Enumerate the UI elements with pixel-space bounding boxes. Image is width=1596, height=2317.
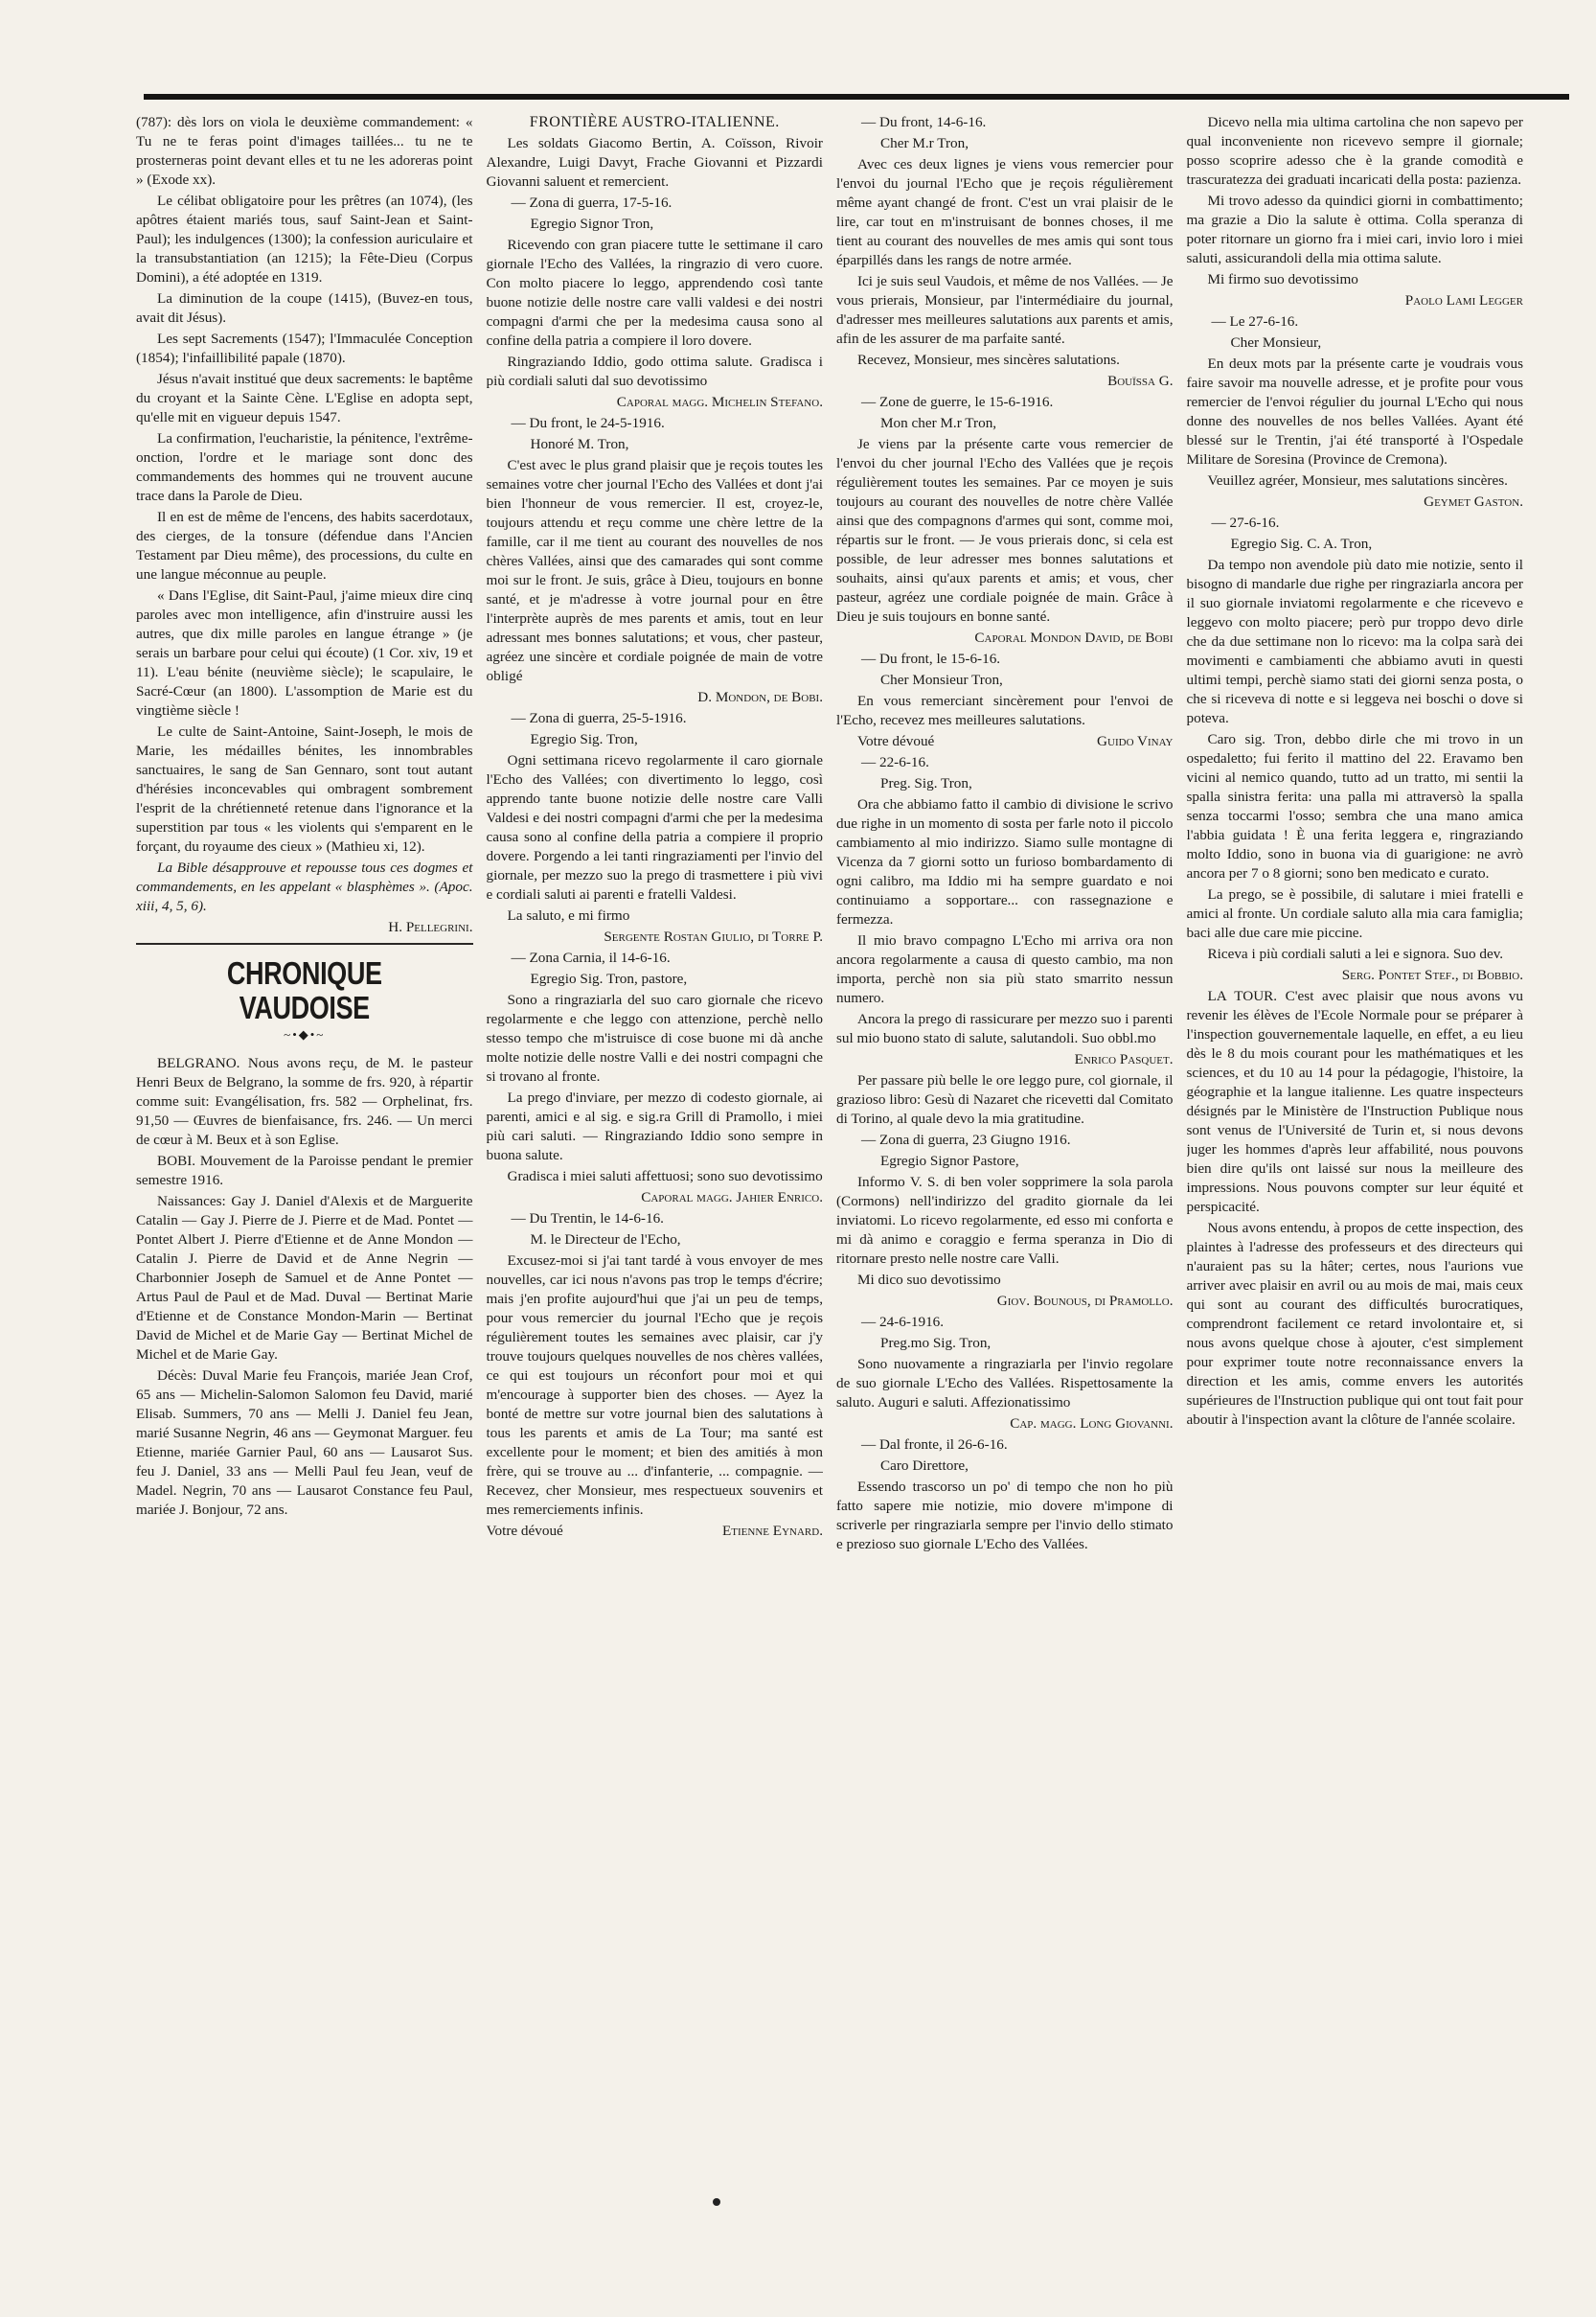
signature: Serg. Pontet Stef., di Bobbio. xyxy=(1341,967,1523,983)
letter-dateline: — 27-6-16. xyxy=(1211,515,1280,531)
letter-dateline: — 22-6-16. xyxy=(861,754,929,770)
paragraph: Ogni settimana ricevo regolarmente il caro giornale l'Echo des Vallées; con divertimento lo leggo, così apprendo tante buone notizie delle nostre care Valli Valdesi e dei nostri compagni d'armi che per la medesima causa sono al confine della patria a compiere il proprio dovere. Porgendo a lei tanti ringraziamenti per l'invio del giornale, per mezzo suo la prego di trasmettere i più vivi e cordiali saluti ai parenti e fratelli Valdesi. xyxy=(486,752,823,903)
paragraph: En deux mots par la présente carte je voudrais vous faire savoir ma nouvelle adresse, et je profite pour vous remercier de l'envoi régulier du journal L'Echo qui nous donne des nouvelles de nos belles Vallées. Ayant été blessé sur le Trentin, j'ai été transporté à l'Ospedale Militare de Soresina (Province de Cremona). xyxy=(1186,356,1523,468)
top-rule xyxy=(144,94,1569,100)
letter-closing xyxy=(836,732,1174,751)
paragraph: BOBI. Mouvement de la Paroisse pendant le premier semestre 1916. xyxy=(136,1153,473,1188)
paragraph: Décès: Duval Marie feu François, mariée Jean Crof, 65 ans — Michelin-Salomon Salomon feu David, marié Elisab. Summers, 70 ans — Melli J. Daniel feu Jean, marié Susanne Negrin, 46 ans — Geymonat Marguer. feu Etienne, mariée Garnier Paul, 60 ans — Lausarot Sus. feu J. Daniel, 33 ans — Melli Paul feu Jean, veuf de Madel. Negrin, 70 ans — Lausarot Constance feu Paul, mariée J. Bonjour, 72 ans. xyxy=(136,1367,473,1518)
paragraph: Il mio bravo compagno L'Echo mi arriva ora non ancora regolarmente a causa di questo cambio, ma non importa, perchè non sia più stato smarrito nessun numero. xyxy=(836,932,1174,1006)
letter-dateline: — Zona di guerra, 25-5-1916. xyxy=(511,710,687,726)
paragraph: Mi trovo adesso da quindici giorni in combattimento; ma grazie a Dio la salute è ottima. Colla speranza di poter ritornare un giorno fra i miei cari, invio loro i miei saluti, assicurandoli della mia ottima salute. xyxy=(1186,193,1523,266)
closing-phrase: Votre dévoué xyxy=(486,1523,563,1539)
paragraph: La prego d'inviare, per mezzo di codesto giornale, ai parenti, amici e al sig. e sig.ra Grill di Pramollo, i miei più cari saluti. — Ringraziando Iddio sono sempre in buona salute. xyxy=(486,1090,823,1163)
letter-salutation: Egregio Signor Pastore, xyxy=(880,1153,1019,1169)
section-heading: FRONTIÈRE AUSTRO-ITALIENNE. xyxy=(529,114,780,130)
paragraph: C'est avec le plus grand plaisir que je reçois toutes les semaines votre cher journal l'Echo des Vallées et dont j'ai bien l'honneur de vous remercier. Il est, croyez-le, toujours attendu et reçu comme une chère lettre de la famille, car il me tient au courant des nouvelles de nos chères Vallées, ainsi que des camarades qui sont comme moi sur le front. Je suis, grâce à Dieu, toujours en bonne santé, et je m'adresse à votre journal pour en être l'interprète auprès de mes parents et amis, tout en leur adressant mes bonnes salutations; et vous, cher pasteur, agréez une sincère et cordiale poignée de main de votre obligé xyxy=(486,457,823,684)
paragraph: Excusez-moi si j'ai tant tardé à vous envoyer de mes nouvelles, car ici nous n'avons pas trop le temps d'écrire; mais j'en profite aujourd'hui que j'ai un peu de temps, pour vous remercier du journal l'Echo que je reçois régulièrement toutes les semaines avec plaisir, car j'y trouve toujours quelques nouvelles de nos chères vallées, ce qui est toujours un réconfort pour moi et qui m'encourage à supporter bien des choses. — Ayez la bonté de mettre sur votre journal bien des salutations à tous les parents et amis de La Tour; ma santé est excellente pour le moment; et bien des amitiés à mon frère, qui se trouve au ... d'infanterie, ... compagnie. — Recevez, cher Monsieur, mes respectueux souvenirs et mes remerciements infinis. xyxy=(486,1252,823,1518)
letter-dateline: — Zona Carnia, il 14-6-16. xyxy=(511,950,671,966)
letter-salutation: Preg.mo Sig. Tron, xyxy=(880,1335,992,1351)
letter-salutation: Preg. Sig. Tron, xyxy=(880,775,972,791)
letter-dateline: — Dal fronte, il 26-6-16. xyxy=(861,1436,1008,1453)
letter-salutation: Cher Monsieur Tron, xyxy=(880,672,1003,688)
letter-salutation: Egregio Signor Tron, xyxy=(530,216,654,232)
signature: Sergente Rostan Giulio, di Torre P. xyxy=(604,929,823,945)
paragraph: Essendo trascorso un po' di tempo che non ho più fatto sapere mie notizie, mio dovere m'impone di scriverle per ringraziarla sempre per l'invio dello stimato e prezioso suo giornale L'Echo des Vallées. xyxy=(836,1479,1174,1552)
paragraph: Caro sig. Tron, debbo dirle che mi trovo in un ospedaletto; fui ferito il mattino del 22. Eravamo ben vicini al nemico quando, tutto ad un tratto, mi sentii la spalla sinistra ferita: una palla mi attraversò la spalla senza toccarmi l'osso; sembra che una mano amica l'abbia guidata ! È una ferita leggera e, ringraziando molto Iddio, sono in buona via di guarigione: ne avrò ancora per 7 o 8 giorni; sono ben medicato e curato. xyxy=(1186,731,1523,882)
paragraph: Naissances: Gay J. Daniel d'Alexis et de Marguerite Catalin — Gay J. Pierre de J. Pierre et de Mad. Pontet — Pontet Albert J. Pierre d'Etienne et de Anne Mondon — Catalin J. Pierre de David et de Anne Negrin — Charbonnier Joseph de Samuel et de Anne Pontet — Artus Paul de Paul et de Mad. Duval — Bertinat Marie d'Etienne et de Constance Mondon-Marin — Bertinat David de Michel et de Marie Gay — Bertinat Michel de Michel et de Marie Gay. xyxy=(136,1193,473,1363)
letter-salutation: Egregio Sig. C. A. Tron, xyxy=(1230,536,1373,552)
paragraph: La confirmation, l'eucharistie, la pénitence, l'extrême-onction, l'ordre et le mariage sont donc des commandements des hommes qui ne trouvent aucune trace dans la Parole de Dieu. xyxy=(136,430,473,504)
letter-closing xyxy=(487,1522,824,1541)
letter-dateline: — 24-6-1916. xyxy=(861,1314,945,1330)
paragraph: Ringraziando Iddio, godo ottima salute. Gradisca i più cordiali saluti dal suo devotissimo xyxy=(486,354,823,389)
signature: H. Pellegrini. xyxy=(388,919,473,935)
paragraph: Avec ces deux lignes je viens vous remercier pour l'envoi du journal l'Echo que je reçois régulièrement même ayant changé de front. C'est un vrai plaisir de le lire, car tout en m'instruisant de bonnes choses, il me tient au courant des nouvelles de mes amis qui sont tous éparpillés dans les rangs de notre armée. xyxy=(836,156,1174,268)
column-4 xyxy=(1187,113,1524,2298)
signature: Etienne Eynard. xyxy=(722,1523,823,1539)
paragraph: Informo V. S. di ben voler sopprimere la sola parola (Cormons) nell'indirizzo del gradito giornale da lei inviatomi. Lo ricevo regolarmente, ed esso mi conforta e mi dà animo e coraggio e ferma speranza in Dio di ritornare presto nelle nostre care Valli. xyxy=(836,1174,1174,1267)
letter-dateline: — Du front, le 24-5-1916. xyxy=(511,415,665,431)
paragraph: Jésus n'avait institué que deux sacrements: le baptême du croyant et la Sainte Cène. L'Eglise en adopta sept, qu'elle mit en vigueur depuis 1547. xyxy=(136,371,473,425)
paragraph: Les soldats Giacomo Bertin, A. Coïsson, Rivoir Alexandre, Luigi Davyt, Frache Giovanni et Pizzardi Giovanni saluent et remercient. xyxy=(486,135,823,190)
paragraph: Sono nuovamente a ringraziarla per l'invio regolare de suo giornale L'Echo des Vallées. Rispettosamente la saluto. Auguri e saluti. Affezionatissimo xyxy=(836,1356,1174,1411)
paragraph: Sono a ringraziarla del suo caro giornale che ricevo regolarmente e che leggo con attenzione, perchè nello stesso tempo che m'istruisce di cose buone mi dà anche molte notizie delle nostre Valli e dei nostri compagni che si trovano al fronte. xyxy=(486,992,823,1085)
paragraph: Ricevendo con gran piacere tutte le settimane il caro giornale l'Echo des Vallées, la ringrazio di vero cuore. Con molto piacere lo leggo, apprendendo così tante buone notizie delle nostre care valli valdesi e dei nostri compagni d'armi che per la medesima causa sono al confine della patria a compiere il loro dovere. xyxy=(486,237,823,349)
paragraph: Nous avons entendu, à propos de cette inspection, des plaintes à l'adresse des professeurs et des directeurs qui n'auraient pas su la hâter; certes, nous l'aurions vue arriver avec plaisir en avril ou au mois de mai, mais ceux qui sont au courant des difficultés burocratiques, comprendront facilement ce retard involontaire et, si nous avons quelque chose à ajouter, c'est simplement pour exprimer toute notre reconnaissance envers la direction et les amis, comme envers les autorités supérieures de l'Instruction publique qui ont tout fait pour aboutir à l'inspection avant la clôture de l'année scolaire. xyxy=(1186,1220,1523,1428)
letter-dateline: — Zona di guerra, 23 Giugno 1916. xyxy=(861,1132,1071,1148)
paragraph: Per passare più belle le ore leggo pure, col giornale, il grazioso libro: Gesù di Nazaret che ricevetti dal Comitato di Torino, al quale devo la mia gratitudine. xyxy=(836,1072,1174,1127)
signature: Giov. Bounous, di Pramollo. xyxy=(996,1293,1174,1309)
signature: Paolo Lami Legger xyxy=(1404,292,1523,309)
paragraph: Le célibat obligatoire pour les prêtres (an 1074), (les apôtres étaient mariés tous, sauf Saint-Jean et Saint-Paul); les indulgences (1300); la confession auriculaire et la transubstantiation (an 1215); la Fête-Dieu (Corpus Domini), a été adoptée en 1319. xyxy=(136,193,473,286)
paragraph: Je viens par la présente carte vous remercier de l'envoi du cher journal l'Echo des Vallées que je reçois régulièrement toutes les semaines. Par ce moyen je suis toujours au courant des nouvelles de notre chère Vallée ainsi que des compagnons d'armes qui sont, comme moi, répartis sur le front. — Je vous prierais donc, si cela est possible, de leur adresser mes bonnes salutations et souhaits, ainsi qu'aux parents et amis; et vous, cher pasteur, agréez une cordiale poignée de main. Grâce à Dieu je suis toujours en bonne santé. xyxy=(836,436,1174,625)
paragraph: La prego, se è possibile, di salutare i miei fratelli e amici al fronte. Un cordiale saluto alla mia cara famiglia; baci alle due care mie piccine. xyxy=(1186,886,1523,941)
letter-dateline: — Le 27-6-16. xyxy=(1211,313,1299,330)
paragraph: La Bible désapprouve et repousse tous ces dogmes et commandements, en les appelant « blasphèmes ». (Apoc. xiii, 4, 5, 6). xyxy=(136,860,473,914)
paragraph: Da tempo non avendole più dato mie notizie, sento il bisogno di mandarle due righe per ringraziarla ancora per il suo giornale inviatomi regolarmente e che ricevevo e leggevo con molto piacere; però pur troppo devo dirle che da due settimane non lo ricevo: ma la colpa sarà dei movimenti e cambiamenti che abbiamo avuti in questi ultimi tempi, perchè siamo stati dei giorni senza posta, o che si riceveva di notte e si leggeva nei boschi o dove si poteva. xyxy=(1186,557,1523,726)
closing-phrase: Votre dévoué xyxy=(857,733,935,749)
signature: D. Mondon, de Bobi. xyxy=(697,689,823,705)
paragraph: La diminution de la coupe (1415), (Buvez-en tous, avait dit Jésus). xyxy=(136,290,473,326)
paragraph: La saluto, e mi firmo xyxy=(507,907,630,924)
column-2 xyxy=(487,113,824,2298)
signature: Geymet Gaston. xyxy=(1424,493,1523,510)
paragraph: Les sept Sacrements (1547); l'Immaculée Conception (1854); l'infaillibilité papale (1870). xyxy=(136,331,473,366)
paragraph: Dicevo nella mia ultima cartolina che non sapevo per qual inconveniente non ricevevo sempre il giornale; posso scoprire adesso che è la grande comodità e trascuratezza dei graduati incaricati della posta: pazienza. xyxy=(1186,114,1523,188)
letter-dateline: — Zona di guerra, 17-5-16. xyxy=(511,195,673,211)
paragraph: Il en est de même de l'encens, des habits sacerdotaux, des cierges, de la tonsure (défendue dans l'Ancien Testament par Dieu même), des processions, du culte en une langue méconnue au peuple. xyxy=(136,509,473,583)
letter-salutation: Cher M.r Tron, xyxy=(880,135,969,151)
paragraph: (787): dès lors on viola le deuxième commandement: « Tu ne te feras point d'images taillées... tu ne te prosterneras point devant elles et tu ne les adoreras point » (Exode xx). xyxy=(136,114,473,188)
paragraph: Gradisca i miei saluti affettuosi; sono suo devotissimo xyxy=(507,1168,823,1184)
letter-dateline: — Du Trentin, le 14-6-16. xyxy=(511,1210,664,1227)
paragraph: Ici je suis seul Vaudois, et même de nos Vallées. — Je vous prierais, Monsieur, par l'intermédiaire du journal, d'adresser mes meilleures salutations aux parents et amis, afin de les assurer de ma parfaite santé. xyxy=(836,273,1174,347)
signature: Bouïssa G. xyxy=(1107,373,1174,389)
letter-salutation: M. le Directeur de l'Echo, xyxy=(530,1231,681,1248)
paragraph: « Dans l'Eglise, dit Saint-Paul, j'aime mieux dire cinq paroles avec mon intelligence, afin d'instruire aussi les autres, que dix mille paroles en langue étrange » (je serais un barbare pour celui qui écoute) (1 Cor. xiv, 19 et 11). L'eau bénite (neuvième siècle); le scapulaire, le Sacré-Cœur (an 1800). L'assomption de Marie est du vingtième siècle ! xyxy=(136,587,473,719)
paragraph: Mi dico suo devotissimo xyxy=(857,1272,1001,1288)
letter-salutation: Egregio Sig. Tron, xyxy=(530,731,638,747)
page-dot xyxy=(713,2198,720,2206)
paragraph: En vous remerciant sincèrement pour l'envoi de l'Echo, recevez mes meilleures salutations. xyxy=(836,693,1174,728)
signature: Cap. magg. Long Giovanni. xyxy=(1010,1415,1174,1432)
paragraph: BELGRANO. Nous avons reçu, de M. le pasteur Henri Beux de Belgrano, la somme de frs. 920, à répartir comme suit: Evangélisation, frs. 582 — Orphelinat, frs. 91,50 — Œuvres de bienfaisance, frs. 246. — Un merci de cœur à M. Beux et à son Eglise. xyxy=(136,1055,473,1148)
paragraph: Ora che abbiamo fatto il cambio di divisione le scrivo due righe in un momento di sosta per farle noto il piccolo cambiamento al mio indirizzo. Siamo sulle montagne di Vicenza da 7 giorni sotto un furioso bombardamento di ogni calibro, ma Iddio mi ha sempre guardato e noi continuiamo a sopportare... con rassegnazione e fermezza. xyxy=(836,796,1174,928)
column-3 xyxy=(836,113,1174,2298)
paragraph: LA TOUR. C'est avec plaisir que nous avons vu revenir les élèves de l'Ecole Normale pour se préparer à l'inspection gouvernementale laquelle, en effet, a eu lieu dès le 8 du mois courant pour les mathématiques et les sciences, et du 10 au 14 pour la pédagogie, l'histoire, la géographie et la langue italienne. Les quatre inspecteurs désignés par le Ministère de l'Instruction Publique nous sont venus de l'Université de Turin et, si nous devons juger les hommes d'après leur affabilité, nous pouvons bien dire qu'ils ont laissé sur nous la meilleure des impressions. Nous pouvons compter sur leur équité et perspicacité. xyxy=(1186,988,1523,1215)
section-rule xyxy=(136,943,473,945)
column-1 xyxy=(136,113,473,2298)
signature: Enrico Pasquet. xyxy=(1074,1051,1174,1067)
letter-dateline: — Du front, 14-6-16. xyxy=(861,114,987,130)
section-title: CHRONIQUE VAUDOISE xyxy=(226,955,382,1025)
letter-dateline: — Du front, le 15-6-16. xyxy=(861,651,1001,667)
letter-dateline: — Zone de guerre, le 15-6-1916. xyxy=(861,394,1054,410)
signature: Guido Vinay xyxy=(1097,733,1174,749)
signature: Caporal Mondon David, de Bobi xyxy=(974,630,1174,646)
paragraph: Le culte de Saint-Antoine, Saint-Joseph, le mois de Marie, les médailles bénites, les innombrables sanctuaires, le sang de San Gennaro, sont tout autant d'hérésies inconcevables qui ombragent sombrement l'esprit de la chrétienneté retenue dans l'ignorance et la superstition par tous « les violents qui s'emparent en le forçant, du royaume des cieux » (Mathieu xi, 12). xyxy=(136,723,473,855)
columns xyxy=(136,113,1523,2298)
ornament: ~•◆•~ xyxy=(284,1027,326,1042)
paragraph: Veuillez agréer, Monsieur, mes salutations sincères. xyxy=(1207,472,1508,489)
signature: Caporal magg. Jahier Enrico. xyxy=(641,1189,823,1205)
letter-salutation: Egregio Sig. Tron, pastore, xyxy=(530,971,688,987)
paragraph: Recevez, Monsieur, mes sincères salutations. xyxy=(857,352,1120,368)
paragraph: Mi firmo suo devotissimo xyxy=(1207,271,1358,287)
letter-salutation: Cher Monsieur, xyxy=(1230,334,1322,351)
paragraph: Riceva i più cordiali saluti a lei e signora. Suo dev. xyxy=(1207,946,1504,962)
letter-salutation: Mon cher M.r Tron, xyxy=(880,415,997,431)
letter-salutation: Caro Direttore, xyxy=(880,1457,969,1474)
paragraph: Ancora la prego di rassicurare per mezzo suo i parenti sul mio buono stato di salute, salutandoli. Suo obbl.mo xyxy=(836,1011,1174,1046)
signature: Caporal magg. Michelin Stefano. xyxy=(616,394,823,410)
letter-salutation: Honoré M. Tron, xyxy=(530,436,629,452)
